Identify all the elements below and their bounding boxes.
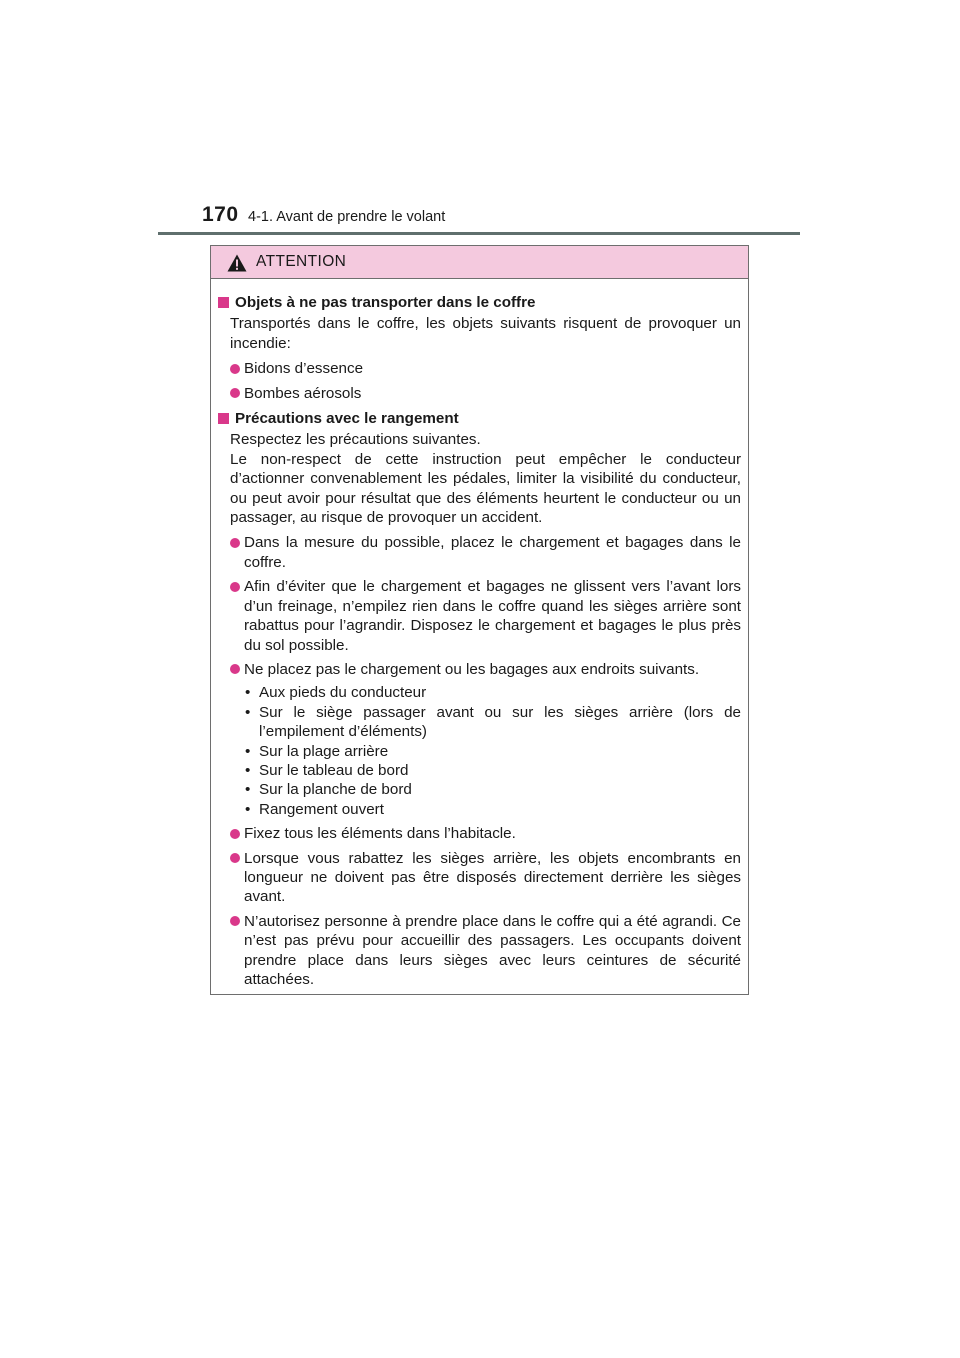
warning-label: ATTENTION [256, 253, 347, 270]
list-item [230, 824, 741, 843]
page-header [0, 0, 960, 240]
bullet-list [230, 359, 741, 403]
list-item [230, 384, 741, 403]
list-item [230, 577, 741, 655]
sub-item-text: Sur le siège passager avant ou sur les sièges arrière (lors de l’empilement d’éléments) [259, 703, 741, 741]
section-title: 4-1. Avant de prendre le volant [248, 209, 446, 225]
paragraph: Le non-respect de cette instruction peut empêcher le conducteur d’actionner convenablement les pédales, limiter la visibilité du conducteur, ou peut avoir pour résultat que des éléments heurtent le conducteur ou un passager, au risque de provoquer un accident. [230, 450, 741, 527]
list-item [230, 359, 741, 378]
topic-heading-text: Précautions avec le rangement [235, 410, 459, 428]
warning-triangle-icon [227, 254, 247, 272]
sub-bullet-icon: • [245, 703, 251, 721]
sub-item-text: Sur le tableau de bord [259, 761, 409, 779]
sub-item [244, 800, 741, 819]
sub-bullet-icon: • [245, 761, 251, 779]
dot-bullet-icon [230, 853, 240, 863]
topic-content [230, 314, 741, 403]
sub-bullet-icon: • [245, 781, 251, 799]
dot-bullet-icon [230, 538, 240, 548]
page-number: 170 [202, 203, 239, 226]
topic-heading-text: Objets à ne pas transporter dans le coffre [235, 294, 536, 311]
list-item-text: Bidons d’essence [244, 360, 364, 378]
sub-item [244, 761, 741, 780]
list-item [230, 533, 741, 572]
dot-bullet-icon [230, 364, 240, 374]
warning-header [211, 246, 748, 279]
warning-box [210, 245, 749, 995]
sub-list [244, 683, 741, 819]
paragraph: Respectez les précautions suivantes. [230, 431, 481, 449]
sub-item-text: Sur la planche de bord [259, 781, 412, 799]
bullet-list [230, 533, 741, 989]
dot-bullet-icon [230, 664, 240, 674]
topic-heading [218, 293, 741, 312]
square-bullet-icon [218, 413, 229, 424]
list-item-text: Ne placez pas le chargement ou les bagages aux endroits suivants. [244, 660, 700, 678]
sub-bullet-icon: • [245, 742, 251, 760]
square-bullet-icon [218, 297, 229, 308]
list-item-text: Bombes aérosols [244, 384, 362, 402]
sub-item [244, 703, 741, 742]
list-item-body [244, 660, 741, 819]
dot-bullet-icon [230, 916, 240, 926]
topic-heading [218, 409, 741, 428]
list-item-text: Fixez tous les éléments dans l’habitacle. [244, 825, 516, 843]
topic-content [230, 430, 741, 989]
warning-body [211, 279, 748, 989]
list-item [230, 849, 741, 907]
list-item-text: N’autorisez personne à prendre place dans le coffre qui a été agrandi. Ce n’est pas prévu pour accueillir des passagers. Les occupants doivent prendre place dans leurs sièges avec leurs ceintures de sécurité attachées. [244, 912, 741, 988]
sub-item [244, 780, 741, 799]
sub-bullet-icon: • [245, 800, 251, 818]
list-item [230, 912, 741, 990]
dot-bullet-icon [230, 388, 240, 398]
list-item-text: Dans la mesure du possible, placez le chargement et bagages dans le coffre. [244, 534, 741, 571]
list-item-text: Afin d’éviter que le chargement et bagages ne glissent vers l’avant lors d’un freinage, n’empilez rien dans le coffre quand les sièges arrière sont rabattus pour l’agrandir. Disposez le chargement et bagages le plus près du sol possible. [244, 578, 741, 654]
list-item-text: Lorsque vous rabattez les sièges arrière, les objets encombrants en longueur ne doivent pas être disposés directement derrière les sièges avant. [244, 849, 741, 906]
sub-item [244, 683, 741, 702]
topic-storage [218, 409, 741, 989]
dot-bullet-icon [230, 582, 240, 592]
paragraph: Transportés dans le coffre, les objets suivants risquent de provoquer un incendie: [230, 315, 741, 352]
dot-bullet-icon [230, 829, 240, 839]
header-rule [158, 232, 800, 235]
sub-item-text: Aux pieds du conducteur [259, 684, 427, 702]
sub-item-text: Rangement ouvert [259, 800, 384, 818]
list-item [230, 660, 741, 819]
sub-item-text: Sur la plage arrière [259, 742, 389, 760]
sub-item [244, 742, 741, 761]
sub-bullet-icon: • [245, 684, 251, 702]
topic-objects [218, 293, 741, 403]
